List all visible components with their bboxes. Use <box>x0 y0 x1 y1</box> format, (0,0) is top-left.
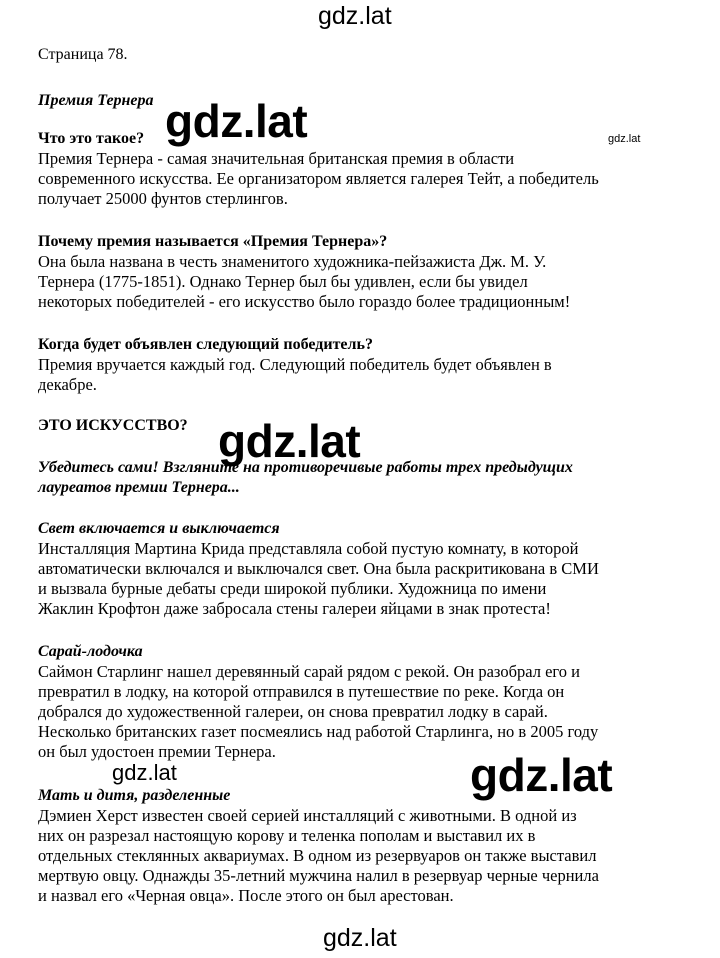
answer-line: современного искусства. Ее организатором является галерея Тейт, а победитель <box>38 169 599 188</box>
artwork-line: отдельных стеклянных аквариумах. В одном из резервуаров он также выставил <box>38 846 597 865</box>
watermark-large: gdz.lat <box>470 749 613 801</box>
artwork-block-1 <box>38 519 698 619</box>
artwork-block-3 <box>38 786 698 906</box>
artwork-line: Инсталляция Мартина Крида представляла собой пустую комнату, в которой <box>38 539 579 558</box>
artwork-line: Саймон Старлинг нашел деревянный сарай рядом с рекой. Он разобрал его и <box>38 662 580 681</box>
intro-line: лауреатов премии Тернера... <box>38 479 240 496</box>
answer-line: Тернера (1775-1851). Однако Тернер был бы удивлен, если бы увидел <box>38 272 528 291</box>
qa-block-1 <box>38 129 698 209</box>
question-heading: Что это такое? <box>38 130 145 147</box>
artwork-title: Свет включается и выключается <box>38 520 280 537</box>
artwork-title: Мать и дитя, разделенные <box>38 787 231 804</box>
qa-block-3 <box>38 335 698 395</box>
question-heading: Когда будет объявлен следующий победитель? <box>38 336 373 353</box>
artwork-line: них он разрезал настоящую корову и теленка пополам и выставил их в <box>38 826 536 845</box>
page-number: Страница 78. <box>38 46 128 63</box>
watermark-small: gdz.lat <box>608 133 641 145</box>
watermark-bottom: gdz.lat <box>323 924 397 952</box>
artwork-line: он был удостоен премии Тернера. <box>38 742 276 761</box>
intro-block <box>38 458 698 498</box>
question-heading: Почему премия называется «Премия Тернера»? <box>38 233 388 250</box>
intro-line: Убедитесь сами! Взгляните на противоречивые работы трех предыдущих <box>38 459 573 476</box>
watermark-large: gdz.lat <box>218 415 361 467</box>
answer-line: Премия Тернера - самая значительная британская премия в области <box>38 149 515 168</box>
artwork-line: автоматически включался и выключался свет. Она была раскритикована в СМИ <box>38 559 599 578</box>
answer-line: некоторых победителей - его искусство было гораздо более традиционным! <box>38 292 571 311</box>
artwork-line: Жаклин Крофтон даже забросала стены галереи яйцами в знак протеста! <box>38 599 551 618</box>
answer-line: Премия вручается каждый год. Следующий победитель будет объявлен в <box>38 355 552 374</box>
qa-block-2 <box>38 232 698 312</box>
document-title: Премия Тернера <box>38 92 154 109</box>
watermark-large: gdz.lat <box>165 95 308 147</box>
artwork-line: добрался до художественной галереи, он снова превратил лодку в сарай. <box>38 702 548 721</box>
artwork-line: мертвую овцу. Однажды 35-летний мужчина налил в резервуар черные чернила <box>38 866 599 885</box>
artwork-line: и назвал его «Черная овца». После этого он был арестован. <box>38 886 454 905</box>
artwork-title: Сарай-лодочка <box>38 643 143 660</box>
watermark-middle-small: gdz.lat <box>112 760 177 785</box>
artwork-line: Несколько британских газет посмеялись над работой Старлинга, но в 2005 году <box>38 722 599 741</box>
artwork-line: и вызвала бурные дебаты среди широкой публики. Художница по имени <box>38 579 547 598</box>
watermark-top: gdz.lat <box>318 2 392 30</box>
answer-line: получает 25000 фунтов стерлингов. <box>38 189 288 208</box>
answer-line: декабре. <box>38 375 97 394</box>
artwork-block-2 <box>38 642 698 762</box>
section-heading: ЭТО ИСКУССТВО? <box>38 417 188 434</box>
answer-line: Она была названа в честь знаменитого художника-пейзажиста Дж. М. У. <box>38 252 547 271</box>
artwork-line: Дэмиен Херст известен своей серией инсталляций с животными. В одной из <box>38 806 577 825</box>
artwork-line: превратил в лодку, на которой отправился в путешествие по реке. Когда он <box>38 682 565 701</box>
